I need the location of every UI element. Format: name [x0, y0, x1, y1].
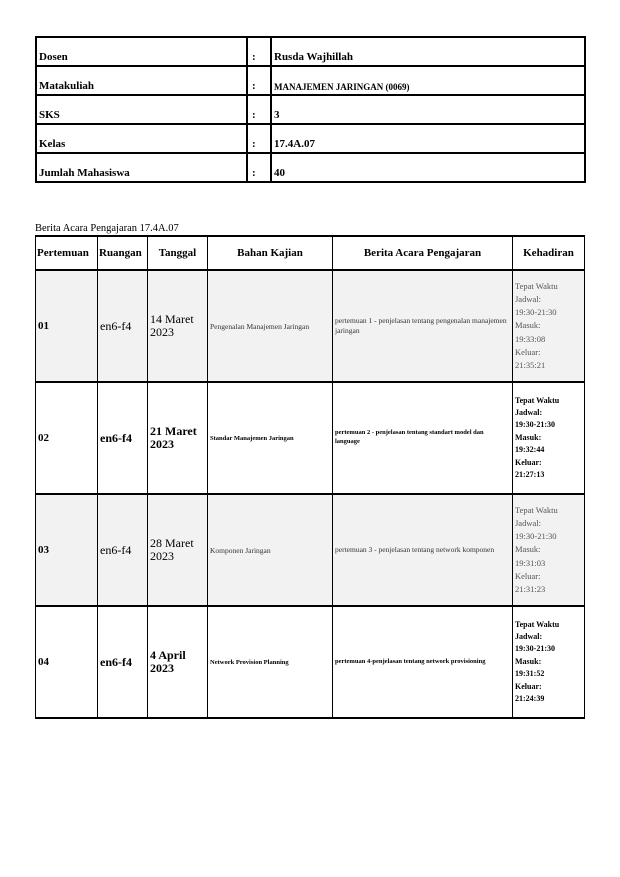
info-value: Rusda Wajhillah	[271, 37, 585, 66]
info-colon: :	[247, 153, 271, 182]
info-label: SKS	[36, 95, 247, 124]
info-label: Dosen	[36, 37, 247, 66]
cell-pertemuan: 02	[36, 382, 98, 494]
jadwal-value: 19:30-21:30	[515, 531, 557, 542]
cell-ruangan: en6-f4	[98, 382, 148, 494]
keluar-value: 21:27:13	[515, 469, 545, 479]
keluar-label: Keluar:	[515, 457, 542, 467]
kehadiran-status: Tepat Waktu	[515, 504, 558, 515]
info-colon: :	[247, 124, 271, 153]
masuk-value: 19:33:08	[515, 333, 546, 344]
info-value: 40	[271, 153, 585, 182]
cell-bahan: Komponen Jaringan	[208, 494, 333, 606]
cell-berita: pertemuan 1 - penjelasan tentang pengenalan manajemen jaringan	[333, 270, 513, 382]
jadwal-value: 19:30-21:30	[515, 420, 555, 430]
masuk-label: Masuk:	[515, 320, 541, 331]
info-value: 17.4A.07	[271, 124, 585, 153]
cell-kehadiran	[513, 606, 585, 718]
tanggal-date: 4 April	[150, 647, 186, 662]
kehadiran-status: Tepat Waktu	[515, 619, 560, 629]
info-row-sks	[36, 95, 585, 124]
info-row-kelas	[36, 124, 585, 153]
keluar-value: 21:35:21	[515, 359, 546, 370]
jadwal-label: Jadwal:	[515, 632, 543, 642]
tanggal-date: 21 Maret	[150, 423, 197, 438]
cell-kehadiran	[513, 494, 585, 606]
course-info-table	[35, 36, 586, 183]
cell-tanggal	[148, 382, 208, 494]
tanggal-year: 2023	[150, 549, 174, 563]
info-colon: :	[247, 95, 271, 124]
tanggal-year: 2023	[150, 325, 174, 339]
cell-ruangan: en6-f4	[98, 270, 148, 382]
info-value: 3	[271, 95, 585, 124]
jadwal-label: Jadwal:	[515, 518, 541, 529]
info-row-jumlah	[36, 153, 585, 182]
cell-bahan: Pengenalan Manajemen Jaringan	[208, 270, 333, 382]
keluar-label: Keluar:	[515, 570, 541, 581]
cell-tanggal	[148, 606, 208, 718]
header-tanggal: Tanggal	[148, 236, 208, 270]
tanggal-date: 14 Maret	[150, 311, 194, 326]
cell-pertemuan: 03	[36, 494, 98, 606]
masuk-label: Masuk:	[515, 432, 542, 442]
info-colon: :	[247, 37, 271, 66]
cell-ruangan: en6-f4	[98, 494, 148, 606]
cell-berita: pertemuan 2 - penjelasan tentang standart model dan language	[333, 382, 513, 494]
masuk-label: Masuk:	[515, 656, 542, 666]
jadwal-label: Jadwal:	[515, 294, 541, 305]
cell-kehadiran	[513, 382, 585, 494]
cell-kehadiran	[513, 270, 585, 382]
cell-berita: pertemuan 3 - penjelasan tentang network komponen	[333, 494, 513, 606]
jadwal-value: 19:30-21:30	[515, 307, 557, 318]
header-berita: Berita Acara Pengajaran	[333, 236, 513, 270]
masuk-value: 19:31:03	[515, 557, 546, 568]
table-row	[36, 494, 585, 606]
header-pertemuan: Pertemuan	[36, 236, 98, 270]
tanggal-year: 2023	[150, 437, 174, 451]
masuk-value: 19:32:44	[515, 445, 545, 455]
tanggal-date: 28 Maret	[150, 535, 194, 550]
info-value: MANAJEMEN JARINGAN (0069)	[271, 66, 585, 95]
keluar-value: 21:31:23	[515, 583, 546, 594]
table-row	[36, 382, 585, 494]
keluar-label: Keluar:	[515, 681, 542, 691]
tanggal-year: 2023	[150, 661, 174, 675]
table-row	[36, 270, 585, 382]
header-bahan: Bahan Kajian	[208, 236, 333, 270]
jadwal-label: Jadwal:	[515, 408, 543, 418]
cell-bahan: Network Provision Planning	[208, 606, 333, 718]
cell-pertemuan: 01	[36, 270, 98, 382]
kehadiran-status: Tepat Waktu	[515, 280, 558, 291]
keluar-label: Keluar:	[515, 346, 541, 357]
cell-tanggal	[148, 494, 208, 606]
attendance-table	[35, 235, 585, 719]
kehadiran-status: Tepat Waktu	[515, 395, 560, 405]
cell-tanggal	[148, 270, 208, 382]
info-label: Kelas	[36, 124, 247, 153]
info-colon: :	[247, 66, 271, 95]
masuk-value: 19:31:52	[515, 669, 545, 679]
cell-pertemuan: 04	[36, 606, 98, 718]
table-caption: Berita Acara Pengajaran 17.4A.07	[35, 223, 179, 234]
header-ruangan: Ruangan	[98, 236, 148, 270]
info-row-dosen	[36, 37, 585, 66]
cell-ruangan: en6-f4	[98, 606, 148, 718]
info-label: Jumlah Mahasiswa	[36, 153, 247, 182]
keluar-value: 21:24:39	[515, 693, 545, 703]
jadwal-value: 19:30-21:30	[515, 644, 555, 654]
cell-bahan: Standar Manajemen Jaringan	[208, 382, 333, 494]
table-row	[36, 606, 585, 718]
table-header-row	[36, 236, 585, 270]
header-kehadiran: Kehadiran	[513, 236, 585, 270]
cell-berita: pertemuan 4-penjelasan tentang network provisioning	[333, 606, 513, 718]
masuk-label: Masuk:	[515, 544, 541, 555]
info-label: Matakuliah	[36, 66, 247, 95]
info-row-matakuliah	[36, 66, 585, 95]
